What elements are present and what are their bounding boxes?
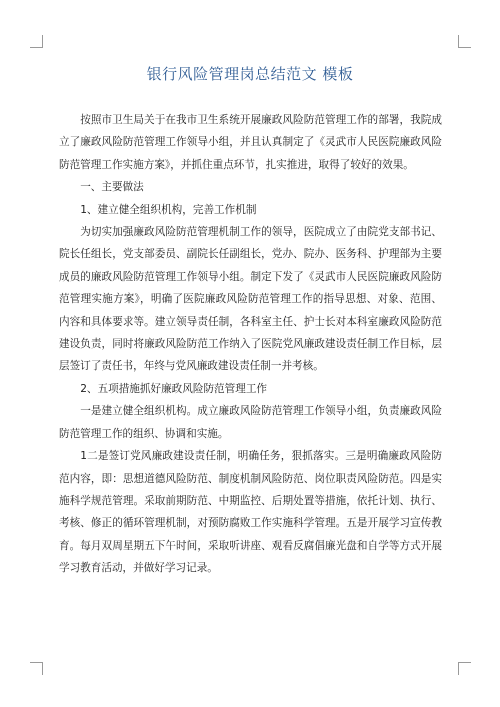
paragraph-organization: 为切实加强廉政风险防范管理机制工作的领导，医院成立了由院党支部书记、院长任组长，党支部委员、副院长任副组长，党办、院办、医务科、护理部为主要成员的廉政风险防范管理工作领导小组。制定下发了《灵武市人民医院廉政风险防范管理实施方案》，明确了医院廉政风险防范管理工作的指导思想、对象、范围、内容和具体要求等。建立领导责任制，各科室主任、护士长对本科室廉政风险防范建设负责，同时将廉政风险防范工作纳入了医院党风廉政建设责任制工作目标，层层签订了责任书，年终与党风廉政建设责任制一并考核。 [59,226,442,373]
page-corner-mark-bottom-right [458,662,471,675]
document-body [59,109,442,580]
page-corner-mark-top-left [30,35,43,48]
section-heading-main-practices: 一、主要做法 [80,181,144,194]
subsection-heading-organization: 1、建立健全组织机构，完善工作机制 [80,203,257,216]
subsection-heading-five-measures: 2、五项措施抓好廉政风险防范管理工作 [80,382,268,395]
page-corner-mark-bottom-left [30,662,43,675]
page-corner-mark-top-right [458,35,471,48]
document-title: 银行风险管理岗总结范文 模板 [146,65,354,83]
intro-paragraph: 按照市卫生局关于在我市卫生系统开展廉政风险防范管理工作的部署，我院成立了廉政风险防范管理工作领导小组，并且认真制定了《灵武市人民医院廉政风险防范管理工作实施方案》，并抓住重点环节，扎实推进，取得了较好的效果。 [59,114,442,171]
paragraph-measure-one: 一是建立健全组织机构。成立廉政风险防范管理工作领导小组，负责廉政风险防范管理工作的组织、协调和实施。 [59,405,442,440]
paragraph-measures-two-to-five: 1二是签订党风廉政建设责任制，明确任务，狠抓落实。三是明确廉政风险防范内容，即：思想道德风险防范、制度机制风险防范、岗位职责风险防范。四是实施科学规范管理。采取前期防范、中期监控、后期处置等措施，依托计划、执行、考核、修正的循环管理机制，对预防腐败工作实施科学管理。五是开展学习宣传教育。每月双周星期五下午时间，采取听讲座、观看反腐倡廉光盘和自学等方式开展学习教育活动，并做好学习记录。 [59,450,442,575]
